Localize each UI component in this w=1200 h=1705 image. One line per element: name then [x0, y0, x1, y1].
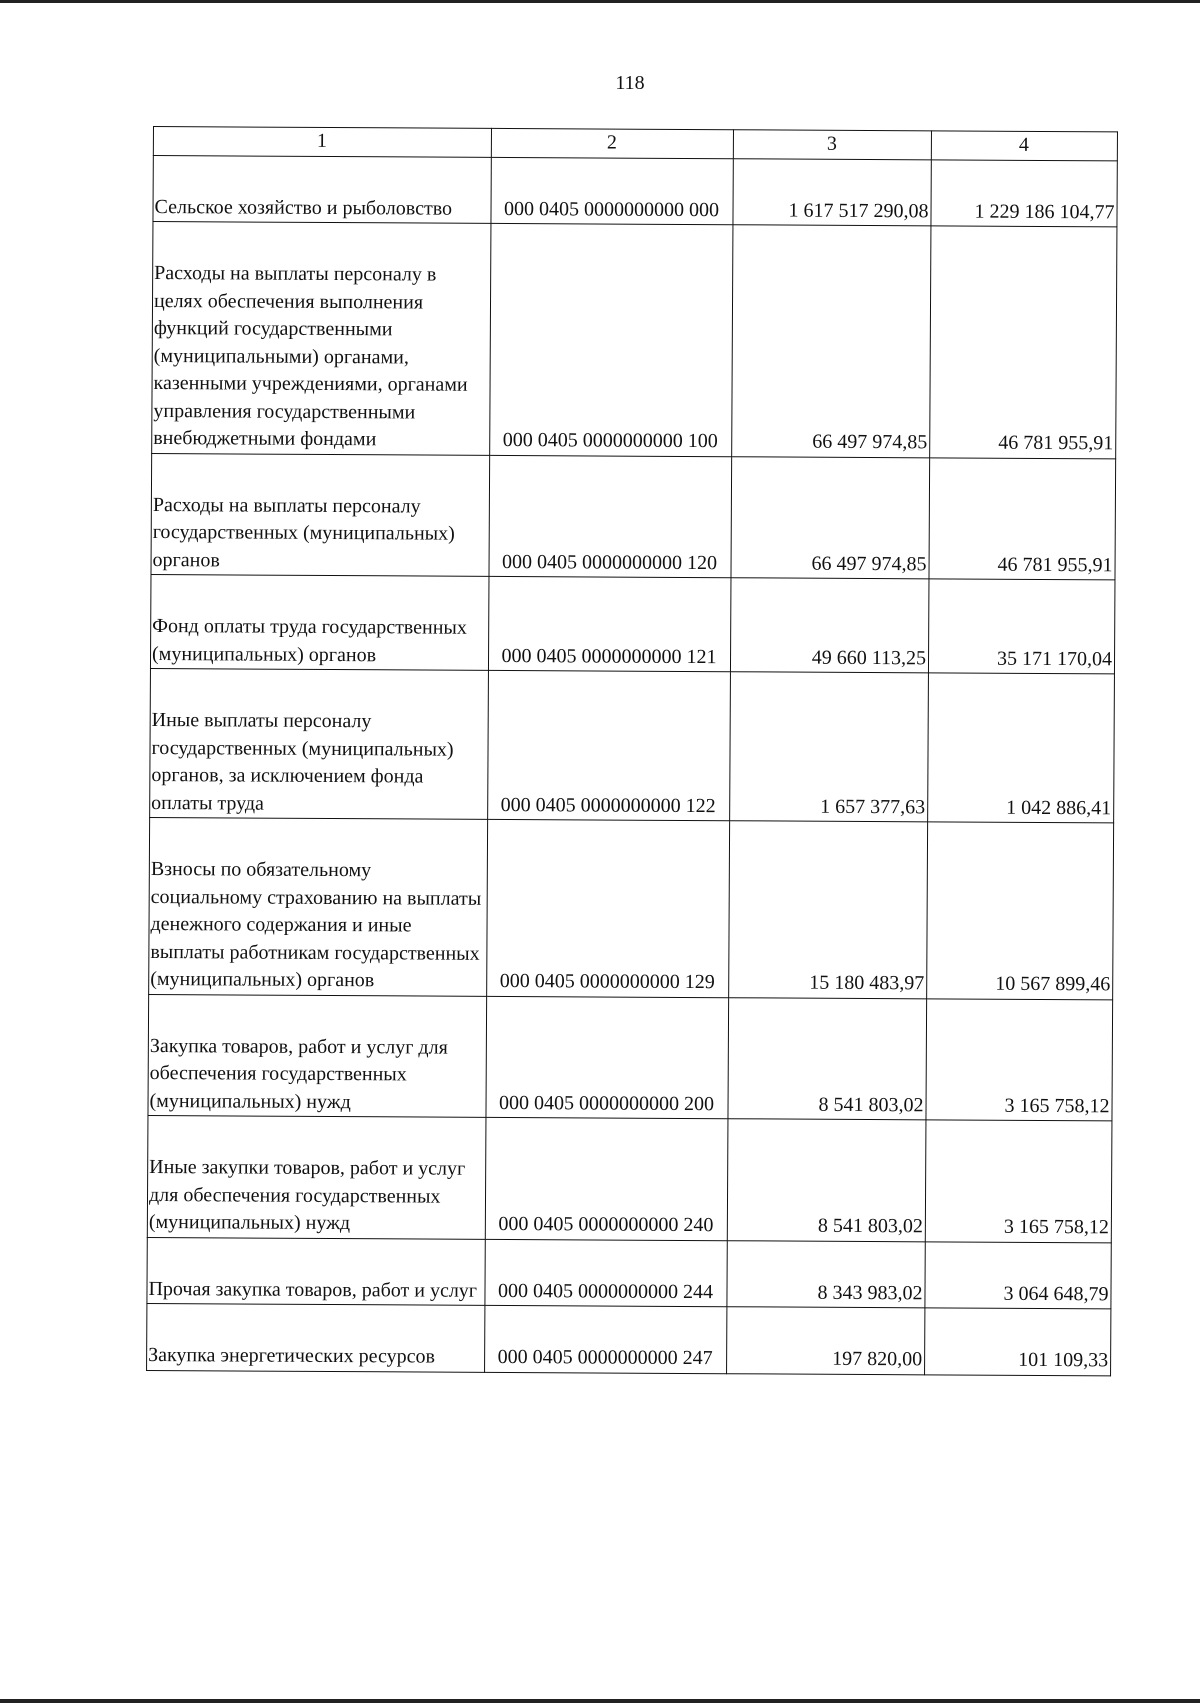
row-value-col3: 49 660 113,25	[730, 578, 929, 673]
row-value-col4: 1 229 186 104,77	[931, 159, 1117, 227]
row-value-col4: 1 042 886,41	[928, 673, 1115, 823]
row-code: 000 0405 0000000000 244	[485, 1239, 727, 1307]
row-value-col3: 66 497 974,85	[732, 225, 931, 458]
table-row	[150, 668, 1115, 822]
row-name: Закупка товаров, работ и услуг для обеспечения государственных (муниципальных) нужд	[148, 994, 487, 1117]
table-row	[148, 994, 1113, 1121]
header-col-4: 4	[931, 131, 1117, 161]
row-name: Фонд оплаты труда государственных (муниципальных) органов	[150, 574, 489, 670]
row-name: Расходы на выплаты персоналу в целях обеспечения выполнения функций государственными (муниципальными) органами, казенными учреждениями, органами управления государственными внебюджетными фондами	[152, 222, 491, 455]
row-name: Расходы на выплаты персоналу государственных (муниципальных) органов	[151, 453, 490, 576]
row-code: 000 0405 0000000000 120	[489, 455, 732, 578]
table-row	[152, 222, 1117, 459]
page-number: 118	[615, 72, 645, 94]
row-code: 000 0405 0000000000 121	[488, 576, 731, 671]
row-value-col3: 197 820,00	[727, 1307, 925, 1375]
header-col-3: 3	[733, 130, 931, 160]
scan-edge-bottom	[0, 1699, 1200, 1703]
row-name: Иные закупки товаров, работ и услуг для обеспечения государственных (муниципальных) нужд	[147, 1115, 486, 1238]
scan-edge-top	[0, 0, 1200, 3]
table-row	[147, 1303, 1111, 1375]
row-value-col4: 101 109,33	[925, 1308, 1111, 1376]
row-value-col4: 35 171 170,04	[928, 579, 1115, 674]
table-row	[147, 1115, 1112, 1242]
row-code: 000 0405 0000000000 240	[485, 1117, 728, 1240]
row-code: 000 0405 0000000000 122	[488, 670, 731, 820]
table-row	[153, 155, 1117, 227]
header-col-1: 1	[153, 127, 491, 157]
row-value-col3: 8 343 983,02	[727, 1240, 925, 1308]
row-name: Сельское хозяйство и рыболовство	[153, 155, 491, 223]
table-row	[147, 1237, 1111, 1309]
row-code: 000 0405 0000000000 100	[490, 223, 733, 456]
table-row	[150, 574, 1115, 673]
row-value-col3: 66 497 974,85	[731, 456, 930, 579]
row-value-col3: 15 180 483,97	[729, 821, 928, 999]
row-name: Закупка энергетических ресурсов	[147, 1303, 485, 1371]
row-value-col4: 3 064 648,79	[925, 1241, 1111, 1309]
row-value-col3: 8 541 803,02	[727, 1119, 926, 1242]
row-value-col3: 1 617 517 290,08	[733, 158, 931, 226]
row-value-col3: 8 541 803,02	[728, 997, 927, 1120]
row-name: Взносы по обязательному социальному страхованию на выплаты денежного содержания и иные выплаты работникам государственных (муниципальных) органов	[149, 817, 488, 995]
row-code: 000 0405 0000000000 247	[485, 1305, 727, 1373]
budget-table	[146, 126, 1118, 1376]
row-value-col4: 3 165 758,12	[925, 1120, 1112, 1243]
row-value-col4: 10 567 899,46	[927, 822, 1114, 1000]
row-value-col4: 46 781 955,91	[930, 226, 1117, 459]
row-name: Иные выплаты персоналу государственных (муниципальных) органов, за исключением фонда оплаты труда	[150, 668, 489, 819]
table-row	[149, 817, 1114, 999]
row-value-col4: 3 165 758,12	[926, 998, 1113, 1121]
row-value-col3: 1 657 377,63	[730, 672, 929, 822]
row-code: 000 0405 0000000000 200	[486, 996, 729, 1119]
table-row	[151, 453, 1116, 580]
row-value-col4: 46 781 955,91	[929, 457, 1116, 580]
row-code: 000 0405 0000000000 000	[491, 157, 733, 225]
row-name: Прочая закупка товаров, работ и услуг	[147, 1237, 485, 1305]
row-code: 000 0405 0000000000 129	[487, 819, 730, 997]
header-col-2: 2	[491, 128, 733, 158]
